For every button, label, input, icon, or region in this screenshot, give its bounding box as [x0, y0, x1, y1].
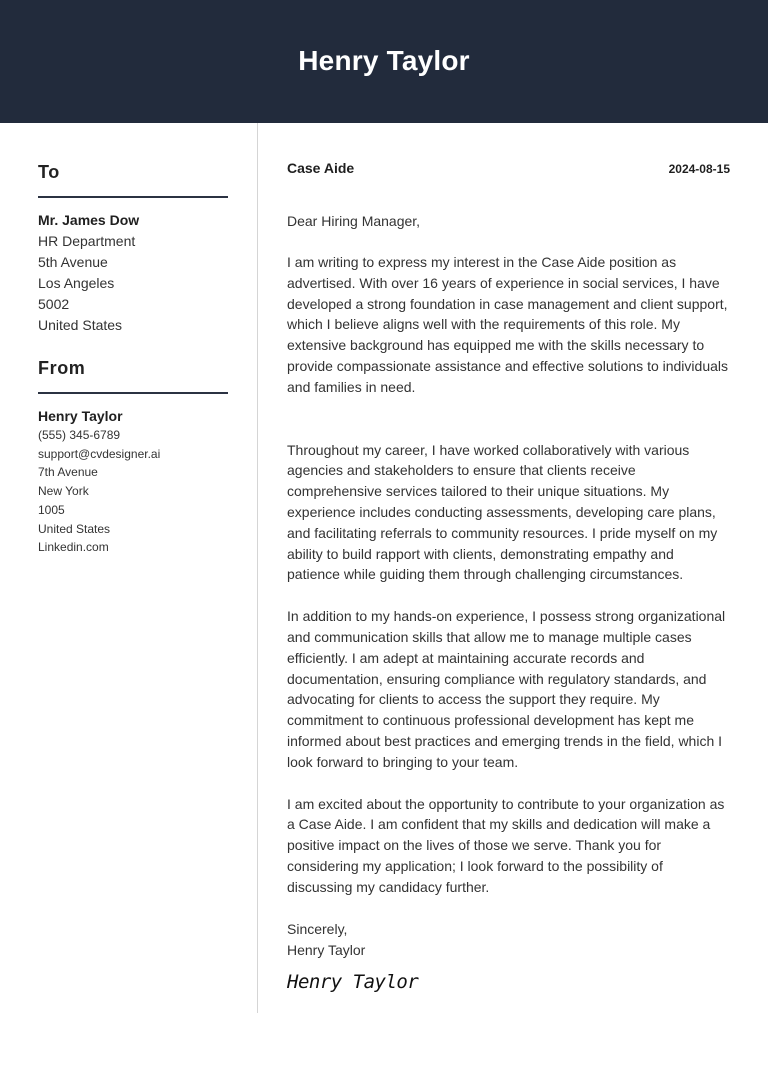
recipient-zip: 5002 — [38, 296, 70, 312]
header-name: Henry Taylor — [298, 44, 470, 76]
sender-website: Linkedin.com — [38, 540, 109, 555]
from-heading-rule — [38, 392, 228, 394]
closing-block — [287, 919, 730, 961]
sender-name: Henry Taylor — [38, 408, 123, 424]
recipient-country: United States — [38, 317, 123, 333]
closing-phrase: Sincerely, — [287, 920, 348, 937]
signature: Henry Taylor — [287, 970, 419, 993]
to-heading: To — [38, 162, 60, 182]
sender-phone: (555) 345-6789 — [38, 428, 121, 442]
sidebar — [38, 162, 228, 557]
salutation: Dear Hiring Manager, — [287, 213, 421, 229]
sender-street: 7th Avenue — [38, 465, 98, 480]
to-section — [38, 162, 228, 336]
recipient-street: 5th Avenue — [38, 254, 108, 270]
sender-city: New York — [38, 484, 89, 499]
from-heading: From — [38, 358, 86, 378]
sender-email: support@cvdesigner.ai — [38, 446, 161, 461]
page-header — [0, 0, 768, 123]
sender-details — [38, 406, 228, 557]
recipient-address — [38, 210, 228, 336]
letter-date: 2024-08-15 — [668, 162, 730, 176]
column-divider — [257, 123, 258, 1013]
recipient-name: Mr. James Dow — [38, 212, 140, 228]
from-section — [38, 358, 228, 557]
paragraph: Throughout my career, I have worked collaboratively with various agencies and stakeholders to ensure that clients receive comprehensive services tailored to their unique situations. My experience includes conducting assessments, developing care plans, and facilitating referrals to community resources. I pride myself on my ability to build rapport with clients, demonstrating empathy and patience while guiding them through challenging circumstances. — [287, 441, 718, 583]
sender-zip: 1005 — [38, 502, 65, 517]
closing-name: Henry Taylor — [287, 941, 366, 958]
job-title: Case Aide — [287, 160, 355, 176]
sender-country: United States — [38, 521, 111, 536]
recipient-department: HR Department — [38, 233, 136, 249]
recipient-city: Los Angeles — [38, 275, 115, 291]
letter-topline — [287, 160, 730, 182]
letter-body — [287, 160, 730, 993]
to-heading-rule — [38, 196, 228, 198]
paragraph: In addition to my hands-on experience, I possess strong organizational and communication skills that allow me to manage multiple cases efficiently. I am adept at maintaining accurate records and documentation, ensuring compliance with regulatory standards, and advocating for clients to access the support they require. My commitment to continuous professional development has kept me informed about best practices and emerging trends in the field, which I look forward to bringing to your team. — [287, 608, 726, 770]
paragraph: I am excited about the opportunity to contribute to your organization as a Case Aide. I am confident that my skills and dedication will make a positive impact on the lives of those we serve. Thank you for considering my application; I look forward to the possibility of discussing my candidacy further. — [287, 795, 725, 895]
paragraph: I am writing to express my interest in the Case Aide position as advertised. With over 16 years of experience in social services, I have developed a strong foundation in case management and client support, which I believe aligns well with the requirements of this role. My extensive background has equipped me with the skills necessary to provide compassionate assistance and effective solutions to individuals and families in need. — [287, 254, 728, 395]
